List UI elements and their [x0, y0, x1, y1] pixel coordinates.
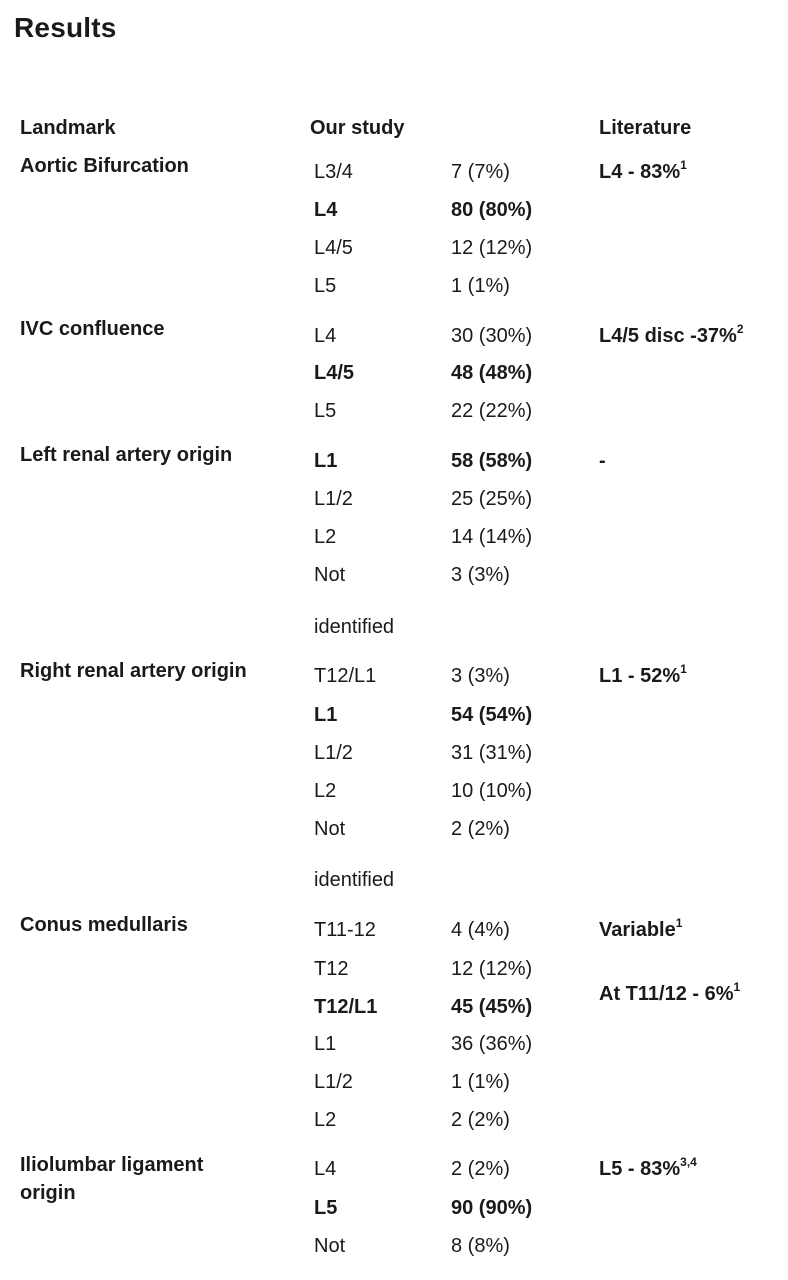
level-cell: identified [314, 869, 395, 891]
count-cell: 48 (48%) [451, 362, 533, 384]
count-cell: 25 (25%) [451, 488, 533, 510]
count-cell: 12 (12%) [451, 237, 533, 259]
level-cell: L5 [314, 275, 337, 297]
count-cell: 2 (2%) [451, 818, 510, 840]
literature-text: L5 - 83% [599, 1158, 681, 1180]
literature-cell [599, 449, 606, 473]
literature-cell [599, 1157, 697, 1181]
count-cell: 1 (1%) [451, 275, 510, 297]
level-cell: Not [314, 564, 346, 586]
landmark-name: Conus medullaris [20, 914, 188, 936]
count-cell: 10 (10%) [451, 780, 533, 802]
level-cell: T12 [314, 958, 349, 980]
citation-superscript: 1 [675, 916, 683, 930]
level-cell: L2 [314, 1109, 337, 1131]
literature-text: L4/5 disc -37% [599, 325, 737, 347]
level-cell: L1 [314, 450, 338, 472]
level-cell: Not [314, 818, 346, 840]
level-cell: L5 [314, 1197, 338, 1219]
count-cell: 2 (2%) [451, 1158, 510, 1180]
citation-superscript: 2 [736, 322, 744, 336]
literature-text: L1 - 52% [599, 665, 681, 687]
count-cell: 54 (54%) [451, 704, 533, 726]
count-cell: 4 (4%) [451, 919, 510, 941]
level-cell: T12/L1 [314, 665, 377, 687]
header-literature: Literature [599, 117, 692, 139]
count-cell: 8 (8%) [451, 1235, 510, 1257]
count-cell: 80 (80%) [451, 199, 533, 221]
level-cell: L2 [314, 780, 337, 802]
header-our-study: Our study [310, 117, 405, 139]
literature-cell [599, 982, 740, 1006]
level-cell: T12/L1 [314, 996, 378, 1018]
level-cell: L1 [314, 704, 338, 726]
citation-superscript: 1 [680, 662, 687, 676]
count-cell: 7 (7%) [451, 161, 510, 183]
level-cell: identified [314, 616, 395, 638]
level-cell: T11-12 [314, 919, 376, 941]
count-cell: 3 (3%) [451, 564, 510, 586]
level-cell: L4/5 [314, 237, 353, 259]
level-cell: L4/5 [314, 362, 355, 384]
count-cell: 30 (30%) [451, 325, 533, 347]
level-cell: L2 [314, 526, 337, 548]
level-cell: L4 [314, 325, 337, 347]
level-cell: L4 [314, 199, 338, 221]
count-cell: 31 (31%) [451, 742, 533, 764]
level-cell: L3/4 [314, 161, 353, 183]
literature-cell [599, 324, 744, 348]
count-cell: 58 (58%) [451, 450, 533, 472]
literature-cell [599, 664, 687, 688]
level-cell: L1 [314, 1033, 337, 1055]
header-landmark: Landmark [20, 117, 116, 139]
literature-cell [599, 160, 687, 184]
landmark-name: Aortic Bifurcation [20, 155, 189, 177]
literature-text: At T11/12 - 6% [599, 983, 734, 1005]
level-cell: L4 [314, 1158, 337, 1180]
literature-text: - [599, 450, 606, 472]
landmark-name: IVC confluence [20, 318, 165, 340]
citation-superscript: 1 [680, 158, 687, 172]
count-cell: 2 (2%) [451, 1109, 510, 1131]
literature-text: Variable [599, 919, 676, 941]
count-cell: 12 (12%) [451, 958, 533, 980]
level-cell: L1/2 [314, 742, 353, 764]
count-cell: 1 (1%) [451, 1071, 510, 1093]
literature-text: L4 - 83% [599, 161, 681, 183]
count-cell: 45 (45%) [451, 996, 533, 1018]
landmark-name: Left renal artery origin [20, 444, 233, 466]
count-cell: 22 (22%) [451, 400, 533, 422]
literature-cell [599, 918, 682, 942]
page-title: Results [14, 12, 117, 43]
landmark-name: Iliolumbar ligament [20, 1154, 204, 1176]
landmark-name: origin [20, 1182, 76, 1204]
citation-superscript: 1 [733, 980, 741, 994]
landmark-name: Right renal artery origin [20, 660, 247, 682]
level-cell: L1/2 [314, 1071, 353, 1093]
count-cell: 3 (3%) [451, 665, 510, 687]
citation-superscript: 3,4 [680, 1155, 697, 1169]
level-cell: L5 [314, 400, 337, 422]
count-cell: 90 (90%) [451, 1197, 533, 1219]
level-cell: Not [314, 1235, 346, 1257]
level-cell: L1/2 [314, 488, 353, 510]
count-cell: 36 (36%) [451, 1033, 533, 1055]
count-cell: 14 (14%) [451, 526, 533, 548]
